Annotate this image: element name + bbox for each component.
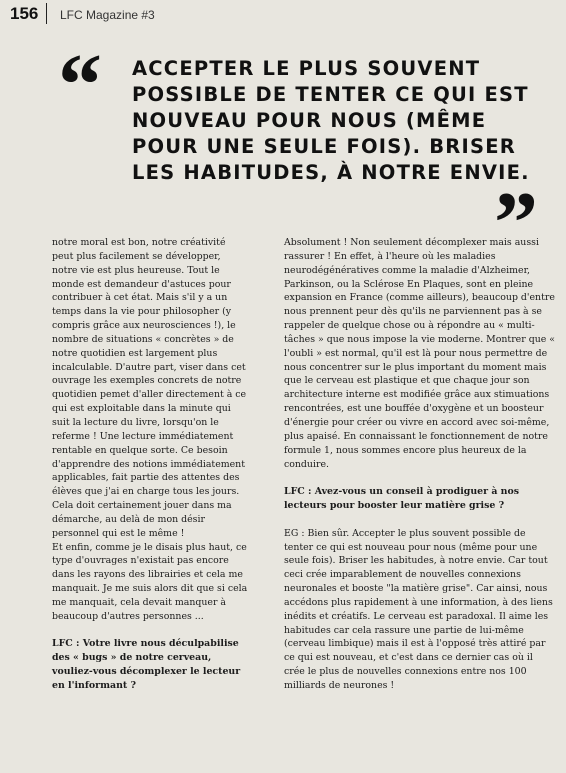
page-number: 156 xyxy=(10,4,39,23)
interview-question: LFC : Avez-vous un conseil à prodiguer à nos lecteurs pour booster leur matière grise ? xyxy=(284,486,520,512)
close-quote-icon: ” xyxy=(494,175,538,272)
right-column xyxy=(284,236,556,693)
left-column xyxy=(52,236,248,693)
right-paragraph-1: Absolument ! Non seulement décomplexer mais aussi rassurer ! En effet, à l'heure où les maladies neurodégénératives comme la maladie d'Alzheimer, Parkinson, ou la Sclérose En Plaques, sont en pleine expansion en France (comme ailleurs), beaucoup d'entre nous prennent peur dès qu'ils ne parviennent pas à se rappeler de quelque chose ou à répondre au « multi-tâches » que nous impose la vie moderne. Montrer que « l'oubli » est normal, qu'il est là pour nous permettre de nous concentrer sur le plus important du moment mais que le cerveau est plastique et que chaque jour son architecture interne est modifiée grâce aux stimuations rencontrées, est une bouffée d'oxygène et un boosteur d'énergie pour créer ou vivre en accord avec soi-même, plus apaisé. En connaissant le fonctionnement de notre formule 1, nous sommes encore plus heureux de la conduire. xyxy=(284,237,555,470)
open-quote-icon: “ xyxy=(58,37,102,134)
interview-question: LFC : Votre livre nous déculpabilise des « bugs » de notre cerveau, vouliez-vous décomplexer le lecteur en l'informant ? xyxy=(52,638,241,691)
header-divider xyxy=(46,3,47,24)
paragraph-gap xyxy=(52,624,248,638)
paragraph-gap xyxy=(284,471,556,485)
magazine-title: LFC Magazine #3 xyxy=(60,8,155,22)
left-paragraph-2: Et enfin, comme je le disais plus haut, ce type d'ouvrages n'existait pas encore dans les rayons des librairies et cela me manquait. Je me suis alors dit que si cela me manquait, cela devait manquer à beaucoup d'autres personnes ... xyxy=(52,541,248,622)
pull-quote: ACCEPTER LE PLUS SOUVENT POSSIBLE DE TENTER CE QUI EST NOUVEAU POUR NOUS (MÊME POUR UNE SEULE FOIS). BRISER LES HABITUDES, À NOTRE ENVIE. xyxy=(132,57,530,184)
right-paragraph-2: EG : Bien sûr. Accepter le plus souvent possible de tenter ce qui est nouveau pour nous (même pour une seule fois). Briser les habitudes, à notre envie. Car tout ceci crée imparablement de nouvelles connexions neuronales et booste "la matière grise". Car ainsi, nous accédons plus rapidement à une information, à des liens inédits et créatifs. Le cerveau est paradoxal. Il aime les habitudes car cela rassure une partie de lui-même (cerveau limbique) mais il est à l'opposé très attiré par ce qui est nouveau, et c'est dans ce dernier cas où il crée le plus de nouvelles connexions entre nos 100 milliards de neurones ! xyxy=(284,527,553,691)
paragraph-gap xyxy=(284,513,556,527)
left-paragraph-1: notre moral est bon, notre créativité peut plus facilement se développer, notre vie est plus heureuse. Tout le monde est demandeur d'astuces pour contribuer à cet état. Mais s'il y a un temps dans la vie pour philosopher (y compris grâce aux neurosciences !), le nombre de situations « concrètes » de notre quotidien est largement plus incalculable. D'autre part, viser dans cet ouvrage les exemples concrets de notre quotidien pemet d'aller directement à ce qui est exploitable dans la minute qui suit la lecture du livre, lorsqu'on le referme ! Une lecture immédiatement rentable en quelque sorte. Ce besoin d'apprendre des notions immédiatement applicables, fait partie des attentes des élèves que j'ai en charge tous les jours. Cela doit certainement jouer dans ma démarche, au delà de mon désir personnel qui est le même ! xyxy=(52,237,247,539)
